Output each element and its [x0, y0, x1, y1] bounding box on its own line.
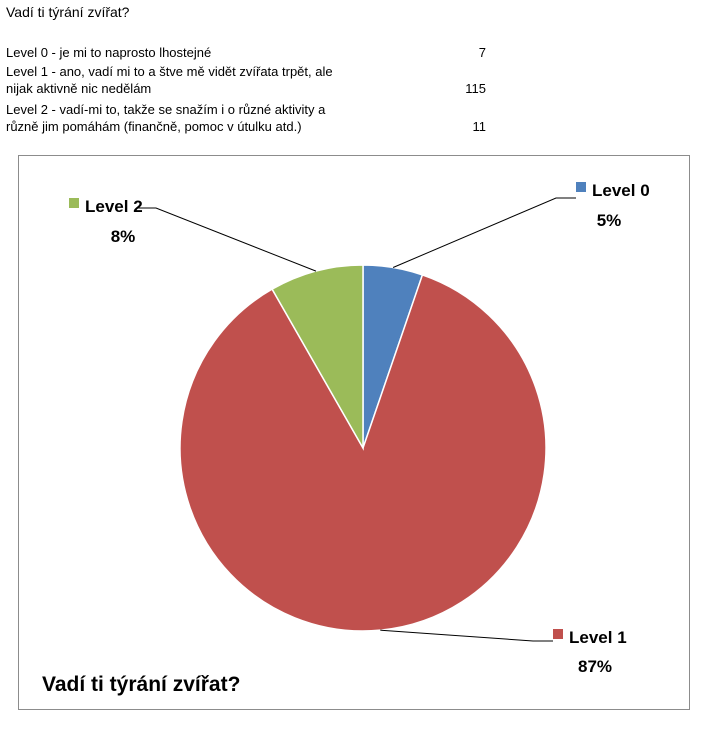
response-row-level-0 — [6, 44, 486, 61]
chart-title: Vadí ti týrání zvířat? — [42, 673, 241, 696]
slice-label: Level 1 — [569, 628, 627, 647]
response-row-level-1 — [6, 63, 486, 97]
response-label-line: nijak aktivně nic nedělám — [6, 81, 152, 96]
slice-percent-label: 87% — [577, 657, 613, 676]
response-count: 115 — [465, 81, 486, 96]
legend-marker — [553, 629, 563, 639]
legend-marker — [69, 198, 79, 208]
chart-area — [18, 155, 690, 710]
response-label-line: Level 0 - je mi to naprosto lhostejné — [6, 45, 212, 60]
slice-percent-label: 8% — [110, 227, 136, 246]
response-count: 11 — [472, 119, 486, 134]
response-label-line: Level 1 - ano, vadí mi to a štve mě vidět zvířata trpět, ale — [6, 64, 333, 79]
response-row-level-2 — [6, 101, 486, 135]
response-label-line: různě jim pomáhám (finančně, pomoc v útulku atd.) — [6, 119, 302, 134]
question-title: Vadí ti týrání zvířat? — [6, 4, 130, 20]
legend-marker — [576, 182, 586, 192]
response-label-line: Level 2 - vadí-mi to, takže se snažím i o různé aktivity a — [6, 102, 326, 117]
response-count: 7 — [478, 45, 486, 60]
leader-line — [380, 630, 553, 641]
leader-line — [136, 208, 316, 271]
slice-percent-label: 5% — [596, 211, 622, 230]
slice-label: Level 2 — [85, 197, 143, 216]
pie-chart — [19, 156, 691, 711]
leader-line — [393, 198, 576, 267]
slice-label: Level 0 — [592, 181, 650, 200]
